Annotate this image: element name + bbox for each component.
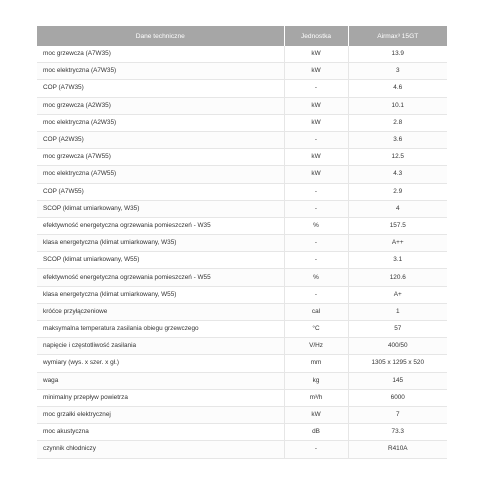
unit-cell: - [284, 183, 348, 200]
table-row [37, 424, 447, 441]
table-row [37, 217, 447, 234]
table-row [37, 252, 447, 269]
parameter-cell: COP (A7W55) [37, 183, 284, 200]
unit-cell: kW [284, 406, 348, 423]
unit-cell: % [284, 217, 348, 234]
table-row [37, 389, 447, 406]
parameter-cell: SCOP (klimat umiarkowany, W35) [37, 200, 284, 217]
unit-cell: dB [284, 424, 348, 441]
header-parameter: Dane techniczne [37, 26, 284, 46]
parameter-cell: klasa energetyczna (klimat umiarkowany, W55) [37, 286, 284, 303]
parameter-cell: COP (A2W35) [37, 131, 284, 148]
value-cell: 3 [348, 63, 447, 80]
unit-cell: - [284, 131, 348, 148]
header-row [37, 26, 447, 46]
value-cell: 4.6 [348, 80, 447, 97]
value-cell: 4.3 [348, 166, 447, 183]
parameter-cell: moc elektryczna (A7W35) [37, 63, 284, 80]
value-cell: A++ [348, 235, 447, 252]
parameter-cell: napięcie i częstotliwość zasilania [37, 338, 284, 355]
header-model: Airmax³ 15GT [348, 26, 447, 46]
unit-cell: % [284, 269, 348, 286]
parameter-cell: wymiary (wys. x szer. x gł.) [37, 355, 284, 372]
unit-cell: - [284, 235, 348, 252]
value-cell: 2.8 [348, 114, 447, 131]
parameter-cell: maksymalna temperatura zasilania obiegu grzewczego [37, 321, 284, 338]
unit-cell: V/Hz [284, 338, 348, 355]
unit-cell: - [284, 80, 348, 97]
unit-cell: - [284, 441, 348, 458]
value-cell: 1305 x 1295 x 520 [348, 355, 447, 372]
value-cell: 400/50 [348, 338, 447, 355]
unit-cell: - [284, 252, 348, 269]
unit-cell: kW [284, 149, 348, 166]
table-row [37, 406, 447, 423]
unit-cell: kW [284, 63, 348, 80]
unit-cell: kW [284, 114, 348, 131]
table-row [37, 235, 447, 252]
unit-cell: kW [284, 166, 348, 183]
unit-cell: kW [284, 97, 348, 114]
parameter-cell: klasa energetyczna (klimat umiarkowany, W35) [37, 235, 284, 252]
parameter-cell: moc grzałki elektrycznej [37, 406, 284, 423]
parameter-cell: czynnik chłodniczy [37, 441, 284, 458]
value-cell: 57 [348, 321, 447, 338]
table-row [37, 63, 447, 80]
table-row [37, 131, 447, 148]
table-row [37, 183, 447, 200]
value-cell: R410A [348, 441, 447, 458]
unit-cell: - [284, 286, 348, 303]
value-cell: A+ [348, 286, 447, 303]
unit-cell: cal [284, 303, 348, 320]
parameter-cell: COP (A7W35) [37, 80, 284, 97]
table-row [37, 166, 447, 183]
value-cell: 13.9 [348, 46, 447, 63]
unit-cell: °C [284, 321, 348, 338]
value-cell: 3.6 [348, 131, 447, 148]
table-row [37, 114, 447, 131]
table-row [37, 338, 447, 355]
parameter-cell: minimalny przepływ powietrza [37, 389, 284, 406]
parameter-cell: efektywność energetyczna ogrzewania pomieszczeń - W55 [37, 269, 284, 286]
unit-cell: mm [284, 355, 348, 372]
table-header [37, 26, 447, 46]
spec-table-container [37, 26, 447, 459]
table-row [37, 355, 447, 372]
value-cell: 7 [348, 406, 447, 423]
table-row [37, 372, 447, 389]
table-row [37, 46, 447, 63]
unit-cell: kg [284, 372, 348, 389]
value-cell: 6000 [348, 389, 447, 406]
table-body [37, 46, 447, 458]
value-cell: 157.5 [348, 217, 447, 234]
unit-cell: m³/h [284, 389, 348, 406]
value-cell: 1 [348, 303, 447, 320]
parameter-cell: SCOP (klimat umiarkowany, W55) [37, 252, 284, 269]
technical-data-table [37, 26, 447, 459]
parameter-cell: moc elektryczna (A2W35) [37, 114, 284, 131]
header-unit: Jednostka [284, 26, 348, 46]
value-cell: 73.3 [348, 424, 447, 441]
value-cell: 3.1 [348, 252, 447, 269]
table-row [37, 80, 447, 97]
value-cell: 145 [348, 372, 447, 389]
table-row [37, 286, 447, 303]
parameter-cell: moc grzewcza (A7W55) [37, 149, 284, 166]
value-cell: 120.6 [348, 269, 447, 286]
parameter-cell: waga [37, 372, 284, 389]
parameter-cell: króćce przyłączeniowe [37, 303, 284, 320]
table-row [37, 269, 447, 286]
parameter-cell: moc grzewcza (A7W35) [37, 46, 284, 63]
table-row [37, 97, 447, 114]
unit-cell: kW [284, 46, 348, 63]
table-row [37, 149, 447, 166]
table-row [37, 321, 447, 338]
parameter-cell: moc elektryczna (A7W55) [37, 166, 284, 183]
unit-cell: - [284, 200, 348, 217]
value-cell: 12.5 [348, 149, 447, 166]
value-cell: 10.1 [348, 97, 447, 114]
parameter-cell: efektywność energetyczna ogrzewania pomieszczeń - W35 [37, 217, 284, 234]
table-row [37, 303, 447, 320]
table-row [37, 200, 447, 217]
table-row [37, 441, 447, 458]
parameter-cell: moc akustyczna [37, 424, 284, 441]
parameter-cell: moc grzewcza (A2W35) [37, 97, 284, 114]
value-cell: 2.9 [348, 183, 447, 200]
value-cell: 4 [348, 200, 447, 217]
